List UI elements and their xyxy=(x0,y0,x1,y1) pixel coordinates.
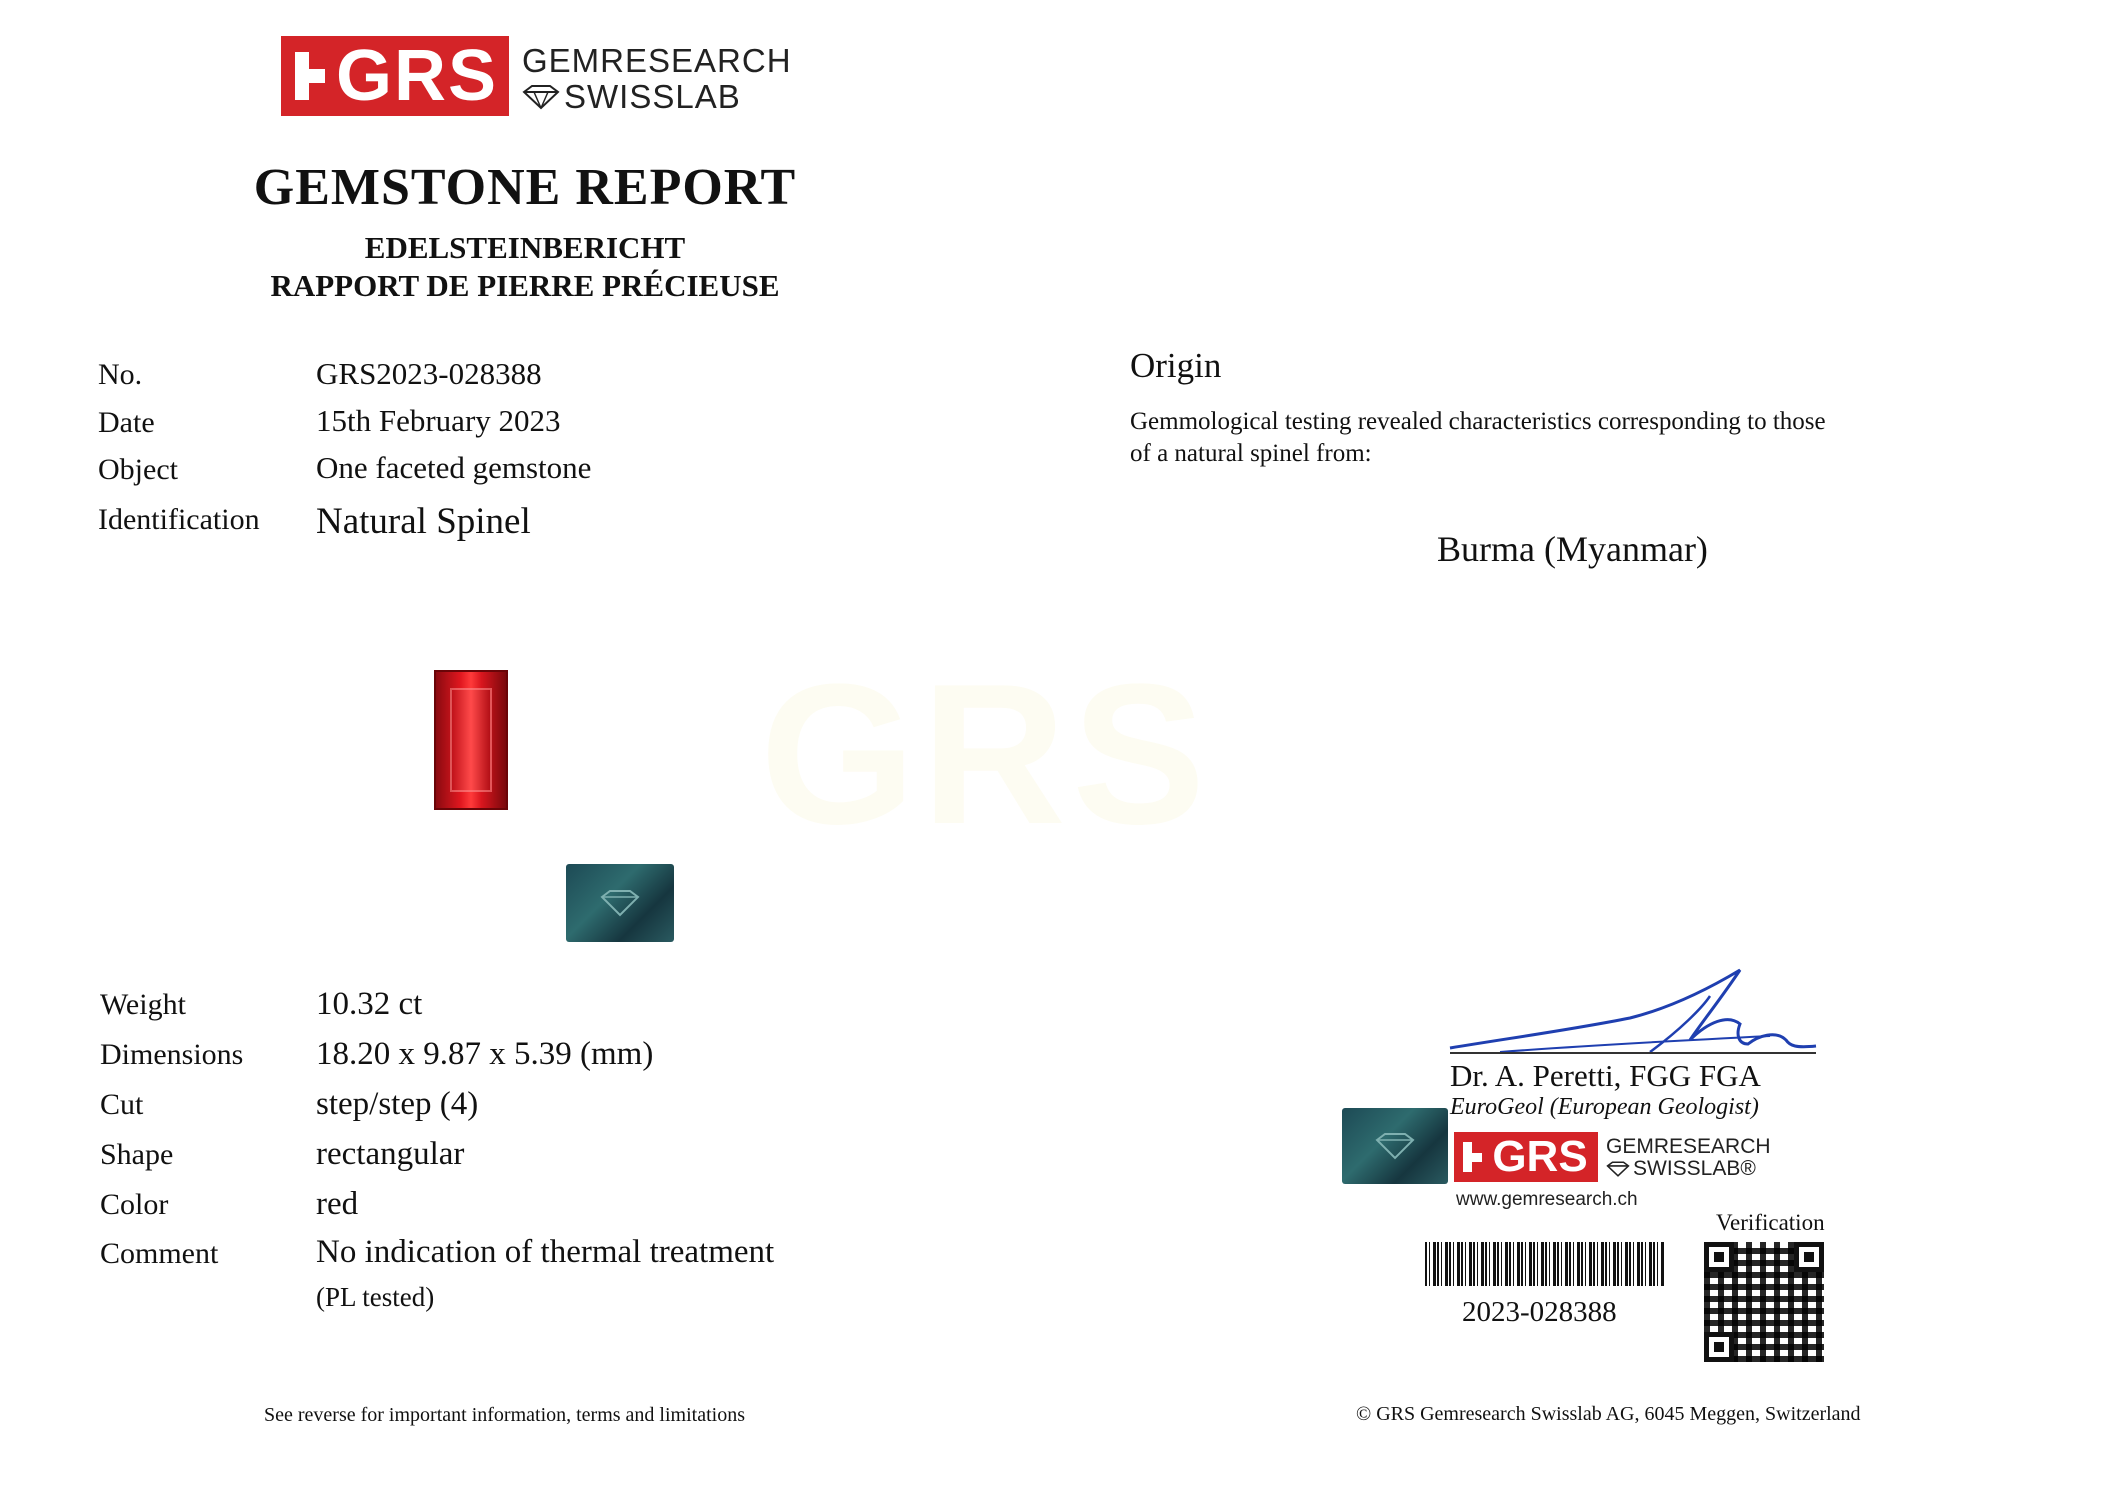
footer-disclaimer: See reverse for important information, terms and limitations xyxy=(264,1404,745,1426)
signatory-title: EuroGeol (European Geologist) xyxy=(1450,1094,1759,1120)
object-label: Object xyxy=(98,453,178,486)
comment-value: No indication of thermal treatment xyxy=(316,1234,775,1270)
grs-logo-badge xyxy=(281,36,509,116)
color-value: red xyxy=(316,1186,359,1222)
color-label: Color xyxy=(100,1188,169,1221)
signatory-name: Dr. A. Peretti, FGG FGA xyxy=(1450,1058,1761,1093)
date-label: Date xyxy=(98,406,155,439)
cut-label: Cut xyxy=(100,1088,144,1121)
footer-copyright: © GRS Gemresearch Swisslab AG, 6045 Meggen, Switzerland xyxy=(1356,1403,1861,1425)
signature-line xyxy=(1450,1052,1816,1054)
hologram-sticker xyxy=(566,864,674,942)
verification-label: Verification xyxy=(1716,1210,1825,1235)
object-value: One faceted gemstone xyxy=(316,450,592,485)
grs-logo-small-letters: GRS xyxy=(1492,1132,1588,1181)
report-number-value: GRS2023-028388 xyxy=(316,356,542,391)
logo-gemresearch-text: GEMRESEARCH xyxy=(522,42,792,79)
date-value: 15th February 2023 xyxy=(316,403,561,438)
cut-value: step/step (4) xyxy=(316,1086,479,1122)
barcode-number: 2023-028388 xyxy=(1462,1296,1617,1328)
origin-country: Burma (Myanmar) xyxy=(1437,529,1708,569)
grs-logo-small-badge xyxy=(1454,1132,1598,1182)
dimensions-value: 18.20 x 9.87 x 5.39 (mm) xyxy=(316,1036,654,1072)
report-subtitle-french: RAPPORT DE PIERRE PRÉCIEUSE xyxy=(270,268,780,303)
diamond-icon xyxy=(522,84,560,110)
grs-logo-letters: GRS xyxy=(335,36,499,116)
report-subtitle-german: EDELSTEINBERICHT xyxy=(364,230,686,265)
website-link[interactable]: www.gemresearch.ch xyxy=(1456,1189,1638,1210)
weight-label: Weight xyxy=(100,988,186,1021)
logo-swisslab-text: SWISSLAB xyxy=(564,78,741,115)
identification-value: Natural Spinel xyxy=(316,501,531,542)
shape-label: Shape xyxy=(100,1138,174,1171)
report-title: GEMSTONE REPORT xyxy=(253,159,797,216)
small-logo-swisslab-text: SWISSLAB® xyxy=(1633,1157,1756,1180)
weight-value: 10.32 ct xyxy=(316,986,423,1022)
dimensions-label: Dimensions xyxy=(100,1038,244,1071)
shape-value: rectangular xyxy=(316,1136,465,1172)
hologram-diamond-icon xyxy=(600,889,640,917)
comment-label: Comment xyxy=(100,1237,219,1270)
hologram-sticker-bottom xyxy=(1342,1108,1448,1184)
signature-image xyxy=(1440,960,1820,1060)
hologram-diamond-icon-bottom xyxy=(1375,1132,1415,1160)
origin-heading: Origin xyxy=(1130,346,1222,385)
verification-qr-code[interactable] xyxy=(1704,1242,1824,1362)
small-logo-gemresearch-text: GEMRESEARCH xyxy=(1606,1135,1771,1158)
origin-text-line1: Gemmological testing revealed characteristics corresponding to those xyxy=(1130,408,1826,435)
identification-label: Identification xyxy=(98,503,260,536)
small-diamond-icon xyxy=(1606,1161,1630,1177)
gemstone-photo xyxy=(434,670,508,810)
comment-note: (PL tested) xyxy=(316,1282,435,1312)
grs-watermark: GRS xyxy=(760,643,1212,866)
report-number-label: No. xyxy=(98,358,143,391)
barcode xyxy=(1425,1242,1665,1286)
origin-text-line2: of a natural spinel from: xyxy=(1130,440,1372,467)
